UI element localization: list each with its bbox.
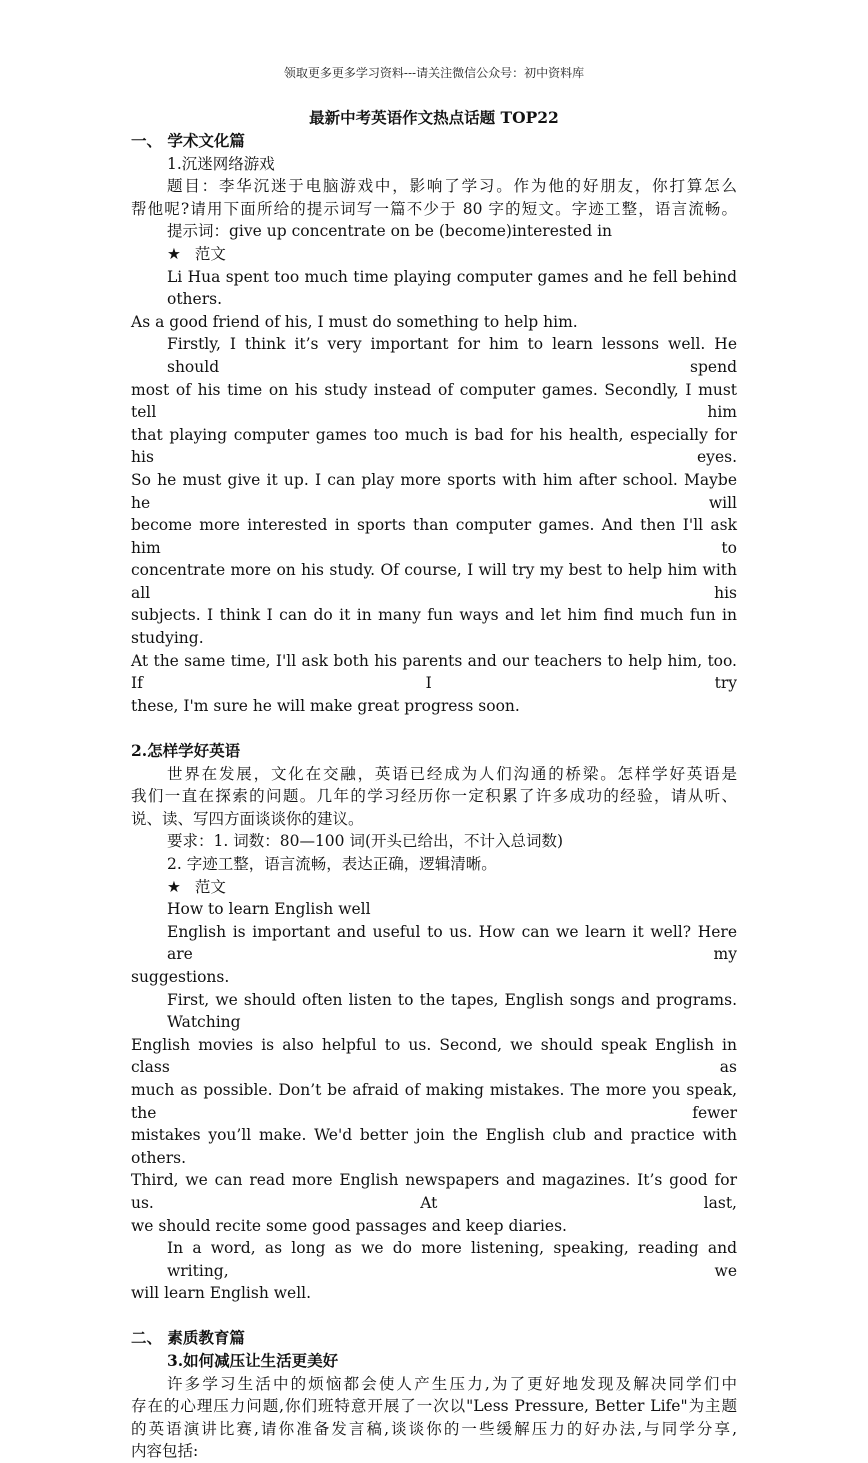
prompt-line: 许多学习生活中的烦恼都会使人产生压力,为了更好地发现及解决同学们中: [167, 1374, 737, 1393]
hint-line: 提示词：give up concentrate on be (become)interested in: [167, 222, 613, 241]
essay-line: concentrate more on his study. Of course, I will try my best to help him with all his: [131, 561, 737, 602]
essay-line: become more interested in sports than computer games. And then I'll ask him to: [131, 516, 737, 557]
essay-line: Firstly, I think it’s very important for him to learn lessons well. He should spend: [167, 335, 737, 376]
essay-line: So he must give it up. I can play more sports with him after school. Maybe he will: [131, 470, 737, 512]
prompt-line: 世界在发展，文化在交融，英语已经成为人们沟通的桥梁。怎样学好英语是: [167, 764, 737, 783]
star-icon: ★: [167, 877, 181, 896]
essay-line: we should recite some good passages and keep diaries.: [131, 1216, 567, 1235]
topic-label: 3.如何减压让生活更美好: [167, 1351, 339, 1371]
prompt-line: 帮他呢?请用下面所给的提示词写一篇不少于 80 字的短文。字迹工整，语言流畅。: [131, 199, 737, 218]
header-note: 领取更多更多学习资料---请关注微信公众号：初中资料库: [283, 66, 585, 80]
essay-line: English movies is also helpful to us. Second, we should speak English in class as: [131, 1035, 737, 1077]
essay-line: In a word, as long as we do more listening, speaking, reading and writing, we: [167, 1239, 737, 1280]
prompt-line: 的英语演讲比赛,请你准备发言稿,谈谈你的一些缓解压力的好办法,与同学分享,: [131, 1419, 737, 1438]
section-heading: 二、 素质教育篇: [131, 1328, 245, 1348]
sample-label-line: [131, 876, 737, 899]
essay-line: these, I'm sure he will make great progress soon.: [131, 696, 520, 715]
document-body: [131, 130, 737, 1463]
prompt-line: 题目：李华沉迷于电脑游戏中，影响了学习。作为他的好朋友，你打算怎么: [167, 177, 737, 196]
essay-line: that playing computer games too much is bad for his health, especially for his eyes.: [131, 425, 737, 467]
essay-line: At the same time, I'll ask both his parents and our teachers to help him, too. If I try: [131, 651, 737, 693]
essay-line: English is important and useful to us. How can we learn it well? Here are my: [167, 922, 737, 964]
sample-label-line: [131, 243, 737, 266]
sample-label: 范文: [194, 877, 226, 896]
prompt-line: 说、读、写四方面谈谈你的建议。: [131, 809, 364, 828]
essay-line: will learn English well.: [131, 1284, 312, 1303]
sample-label: 范文: [194, 244, 226, 263]
section-heading: 一、 学术文化篇: [131, 131, 245, 150]
star-icon: ★: [167, 244, 181, 263]
prompt-line: 存在的心理压力问题,你们班特意开展了一次以"Less Pressure, Better Life"为主题: [131, 1397, 737, 1416]
essay-line: As a good friend of his, I must do something to help him.: [131, 312, 578, 331]
essay-title: How to learn English well: [167, 900, 371, 919]
prompt-line: 我们一直在探索的问题。几年的学习经历你一定积累了许多成功的经验，请从听、: [131, 787, 737, 806]
essay-line: subjects. I think I can do it in many fun ways and let him find much fun in studying.: [131, 606, 737, 648]
essay-line: Third, we can read more English newspapers and magazines. It’s good for us. At last,: [131, 1171, 737, 1212]
requirement-line: 2. 字迹工整，语言流畅，表达正确，逻辑清晰。: [167, 855, 497, 873]
essay-line: much as possible. Don’t be afraid of making mistakes. The more you speak, the fewer: [131, 1080, 737, 1122]
topic-label: 1.沉迷网络游戏: [167, 154, 275, 173]
essay-line: mistakes you’ll make. We'd better join the English club and practice with others.: [131, 1126, 737, 1167]
essay-line: most of his time on his study instead of computer games. Secondly, I must tell him: [131, 380, 737, 422]
requirement-line: 要求：1. 词数：80—100 词(开头已给出，不计入总词数): [167, 832, 564, 851]
essay-line: First, we should often listen to the tapes, English songs and programs. Watching: [167, 990, 737, 1032]
essay-line: suggestions.: [131, 967, 230, 986]
page-title: 最新中考英语作文热点话题 TOP22: [309, 108, 559, 127]
essay-line: Li Hua spent too much time playing computer games and he fell behind others.: [167, 267, 737, 309]
topic-label: 2.怎样学好英语: [131, 741, 241, 761]
prompt-line: 内容包括:: [131, 1442, 199, 1461]
